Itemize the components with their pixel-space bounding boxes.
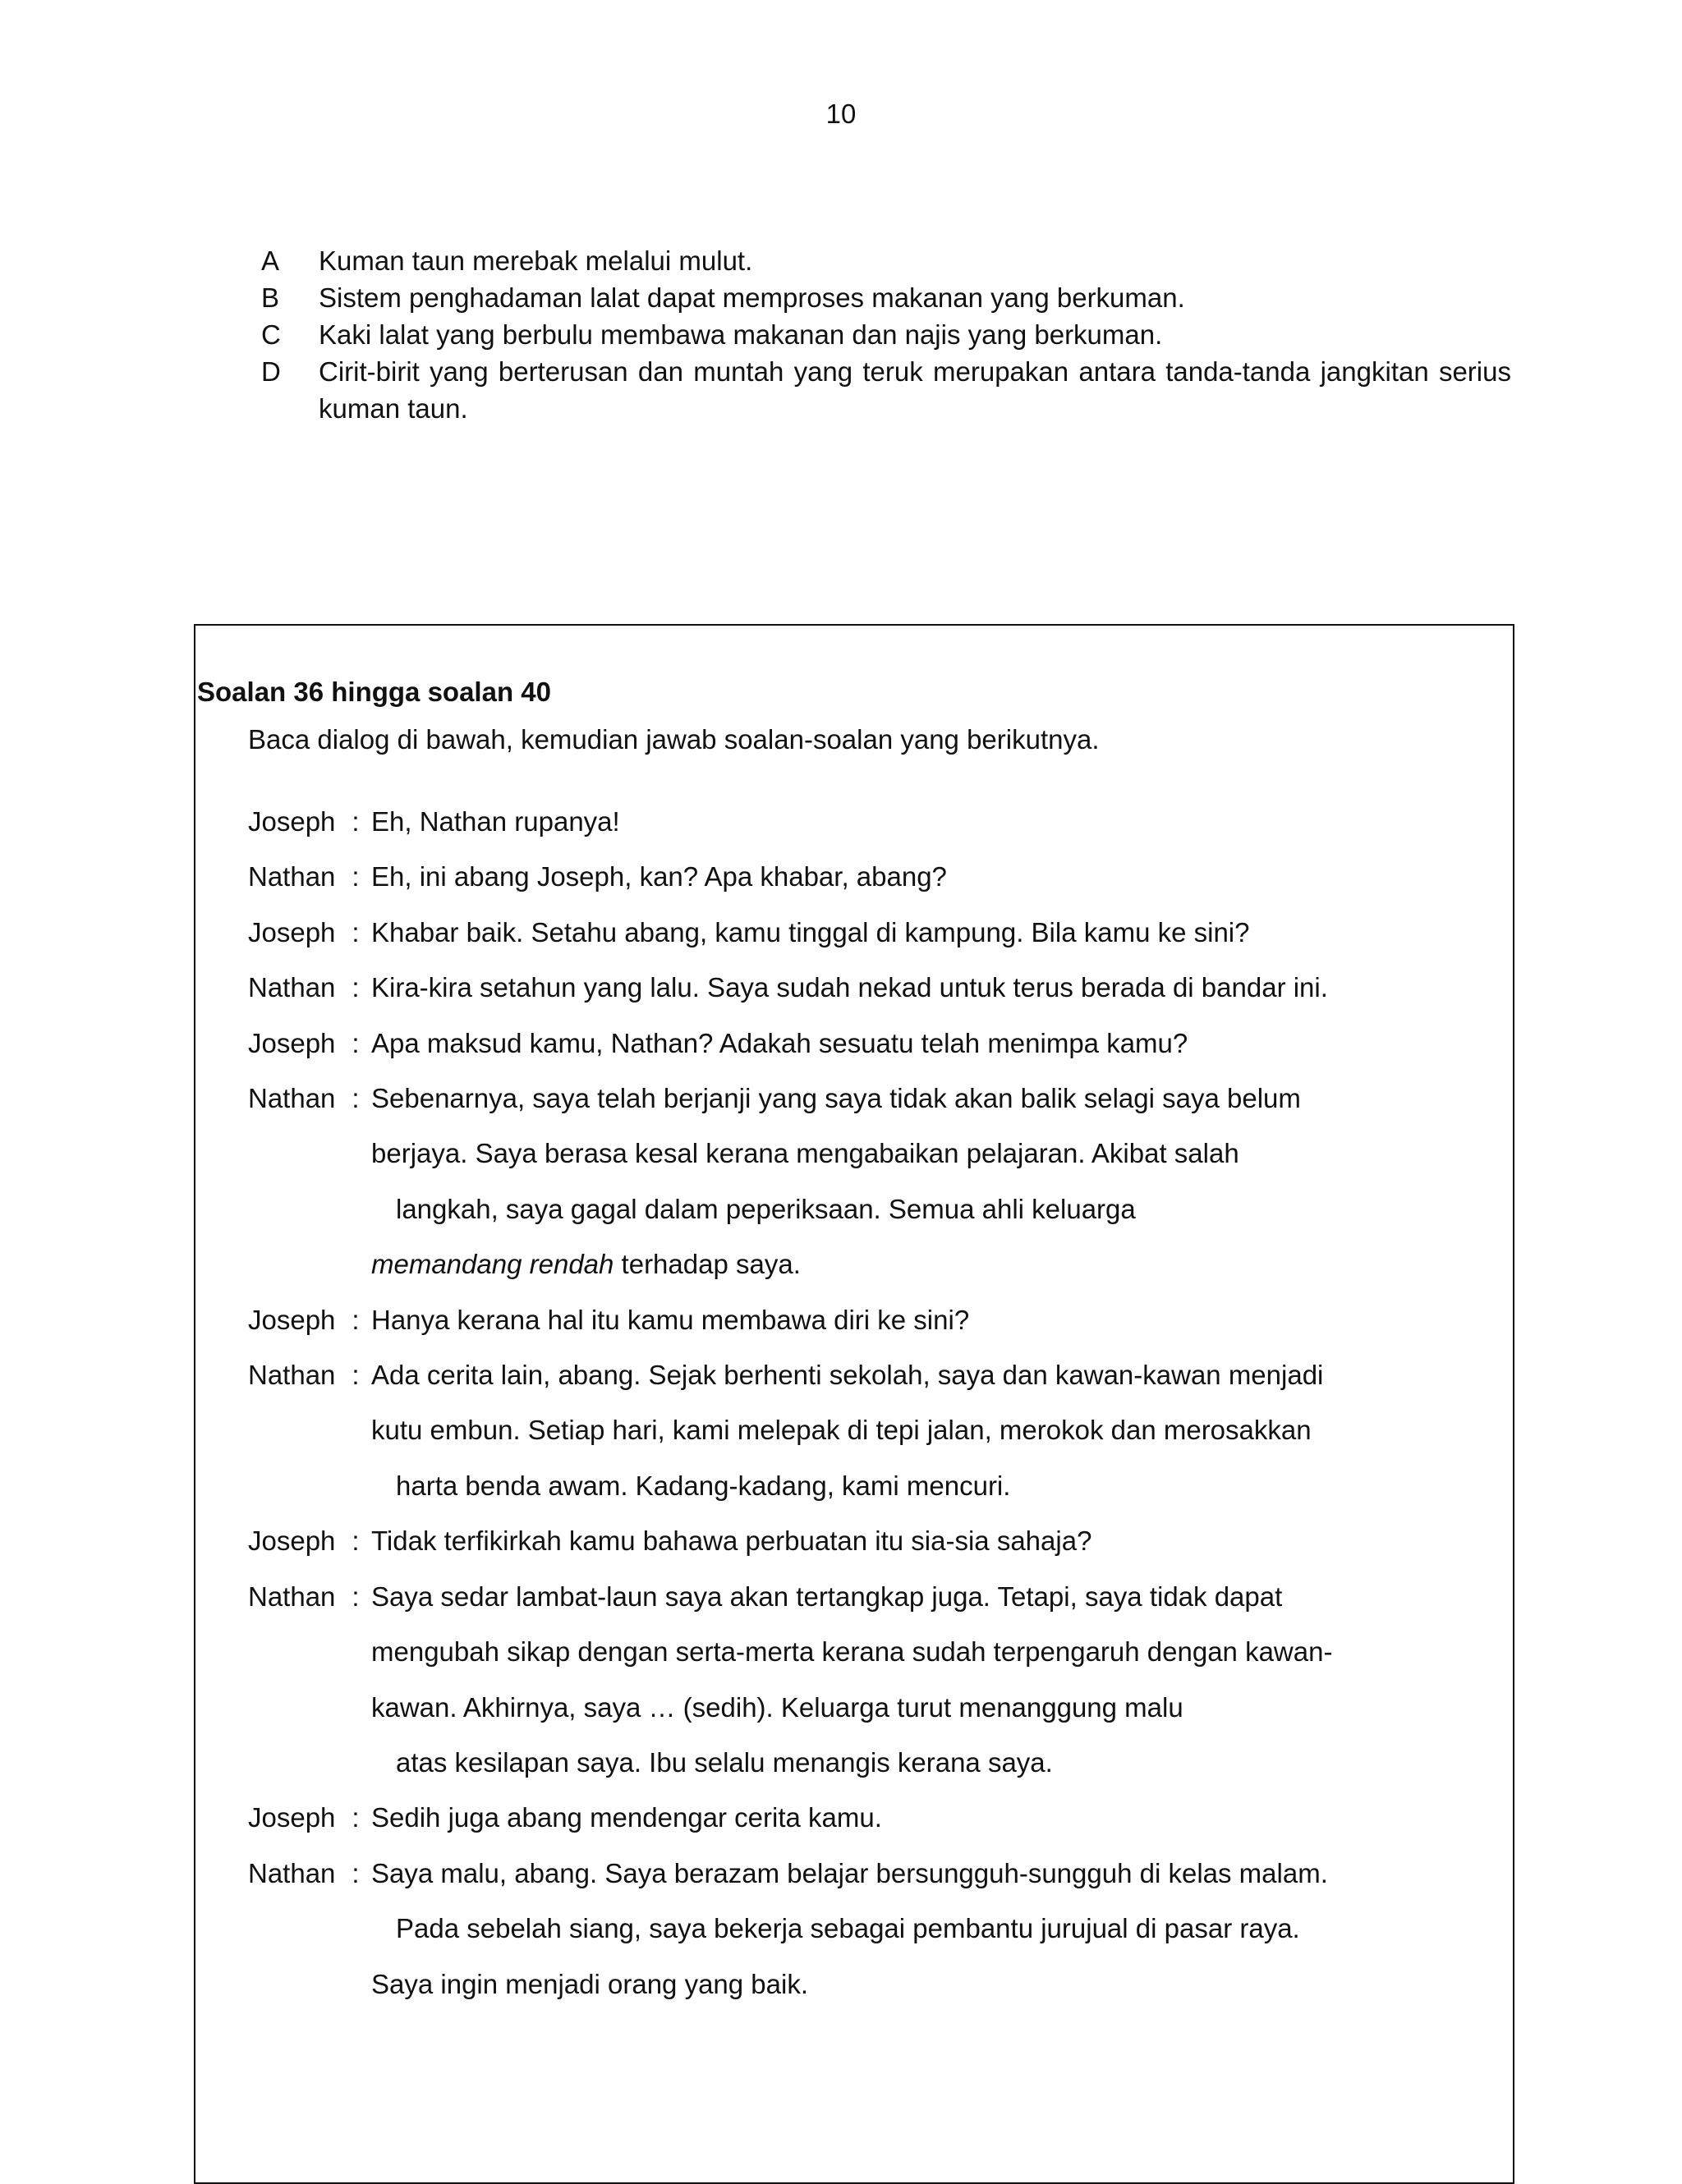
dialog-continuation: kawan. Akhirnya, saya … (sedih). Keluarga turut menanggung malu bbox=[371, 1691, 1183, 1723]
speaker-colon: : bbox=[352, 806, 360, 837]
dialog-turn bbox=[248, 1569, 1496, 1624]
speaker-name: Joseph bbox=[248, 1526, 336, 1557]
section-title: Soalan 36 hingga soalan 40 bbox=[197, 677, 551, 707]
option-c bbox=[261, 316, 1511, 353]
dialog-line: Khabar baik. Setahu abang, kamu tinggal di kampung. Bila kamu ke sini? bbox=[371, 916, 1250, 947]
dialog bbox=[248, 794, 1496, 2012]
dialog-turn bbox=[248, 1513, 1496, 1568]
dialog-turn bbox=[248, 849, 1496, 904]
dialog-line: Apa maksud kamu, Nathan? Adakah sesuatu telah menimpa kamu? bbox=[371, 1027, 1188, 1058]
answer-options bbox=[261, 242, 1511, 427]
speaker-name: Joseph bbox=[248, 916, 336, 947]
dialog-turn bbox=[248, 1846, 1496, 1901]
section-instruction: Baca dialog di bawah, kemudian jawab soalan-soalan yang berikutnya. bbox=[248, 724, 1100, 755]
question-section-box bbox=[194, 624, 1514, 2184]
dialog-turn bbox=[248, 905, 1496, 960]
option-text: Sistem penghadaman lalat dapat memproses makanan yang berkuman. bbox=[319, 282, 1185, 313]
option-letter: A bbox=[261, 245, 280, 276]
option-letter: B bbox=[261, 282, 280, 313]
dialog-line: Ada cerita lain, abang. Sejak berhenti sekolah, saya dan kawan-kawan menjadi bbox=[371, 1360, 1324, 1391]
italic-phrase: memandang rendah bbox=[371, 1249, 614, 1280]
dialog-line: Hanya kerana hal itu kamu membawa diri ke sini? bbox=[371, 1304, 970, 1335]
dialog-turn bbox=[248, 1071, 1496, 1126]
speaker-colon: : bbox=[352, 972, 360, 1003]
option-letter: D bbox=[261, 356, 281, 387]
option-a bbox=[261, 242, 1511, 279]
dialog-line: Kira-kira setahun yang lalu. Saya sudah nekad untuk terus berada di bandar ini. bbox=[371, 972, 1328, 1003]
speaker-name: Nathan bbox=[248, 972, 336, 1003]
dialog-line: Saya sedar lambat-laun saya akan tertangkap juga. Tetapi, saya tidak dapat bbox=[371, 1581, 1283, 1612]
speaker-name: Joseph bbox=[248, 1027, 336, 1058]
dialog-turn bbox=[248, 960, 1496, 1015]
dialog-continuation: atas kesilapan saya. Ibu selalu menangis kerana saya. bbox=[396, 1746, 1053, 1778]
dialog-continuation: mengubah sikap dengan serta-merta kerana sudah terpengaruh dengan kawan- bbox=[371, 1636, 1333, 1668]
option-b bbox=[261, 279, 1511, 316]
speaker-name: Joseph bbox=[248, 806, 336, 837]
dialog-line: Tidak terfikirkah kamu bahawa perbuatan itu sia-sia sahaja? bbox=[371, 1526, 1092, 1557]
speaker-colon: : bbox=[352, 916, 360, 947]
speaker-colon: : bbox=[352, 1360, 360, 1391]
speaker-colon: : bbox=[352, 861, 360, 892]
option-letter: C bbox=[261, 319, 281, 350]
dialog-turn bbox=[248, 1347, 1496, 1402]
dialog-line: Saya malu, abang. Saya berazam belajar bersungguh-sungguh di kelas malam. bbox=[371, 1857, 1328, 1888]
speaker-colon: : bbox=[352, 1083, 360, 1114]
dialog-turn bbox=[248, 1016, 1496, 1071]
speaker-colon: : bbox=[352, 1027, 360, 1058]
dialog-turn bbox=[248, 1292, 1496, 1347]
page-number: 10 bbox=[825, 99, 857, 129]
speaker-colon: : bbox=[352, 1802, 360, 1833]
speaker-name: Nathan bbox=[248, 1581, 336, 1612]
option-text: Cirit-birit yang berterusan dan muntah yang teruk merupakan antara tanda-tanda jangkitan serius kuman taun. bbox=[319, 356, 1511, 424]
option-d bbox=[261, 353, 1511, 427]
dialog-continuation: harta benda awam. Kadang-kadang, kami mencuri. bbox=[396, 1470, 1011, 1501]
speaker-name: Nathan bbox=[248, 1360, 336, 1391]
dialog-continuation: kutu embun. Setiap hari, kami melepak di tepi jalan, merokok dan merosakkan bbox=[371, 1415, 1312, 1446]
dialog-continuation: berjaya. Saya berasa kesal kerana mengabaikan pelajaran. Akibat salah bbox=[371, 1138, 1239, 1169]
dialog-continuation bbox=[248, 1237, 1496, 1292]
dialog-continuation: Saya ingin menjadi orang yang baik. bbox=[371, 1968, 809, 1999]
speaker-name: Nathan bbox=[248, 1857, 336, 1888]
dialog-continuation: Pada sebelah siang, saya bekerja sebagai pembantu jurujual di pasar raya. bbox=[396, 1913, 1300, 1944]
speaker-name: Nathan bbox=[248, 1083, 336, 1114]
option-text: Kuman taun merebak melalui mulut. bbox=[319, 245, 753, 276]
dialog-continuation: langkah, saya gagal dalam peperiksaan. Semua ahli keluarga bbox=[396, 1193, 1136, 1224]
dialog-turn bbox=[248, 1790, 1496, 1845]
speaker-name: Nathan bbox=[248, 861, 336, 892]
dialog-line: Sedih juga abang mendengar cerita kamu. bbox=[371, 1802, 882, 1833]
option-text: Kaki lalat yang berbulu membawa makanan dan najis yang berkuman. bbox=[319, 319, 1163, 350]
dialog-text: terhadap saya. bbox=[614, 1249, 801, 1280]
speaker-colon: : bbox=[352, 1857, 360, 1888]
dialog-line: Eh, ini abang Joseph, kan? Apa khabar, abang? bbox=[371, 861, 947, 892]
speaker-name: Joseph bbox=[248, 1304, 336, 1335]
speaker-colon: : bbox=[352, 1304, 360, 1335]
speaker-name: Joseph bbox=[248, 1802, 336, 1833]
dialog-line: Sebenarnya, saya telah berjanji yang saya tidak akan balik selagi saya belum bbox=[371, 1083, 1301, 1114]
dialog-turn bbox=[248, 794, 1496, 849]
speaker-colon: : bbox=[352, 1526, 360, 1557]
dialog-line: Eh, Nathan rupanya! bbox=[371, 806, 620, 837]
speaker-colon: : bbox=[352, 1581, 360, 1612]
